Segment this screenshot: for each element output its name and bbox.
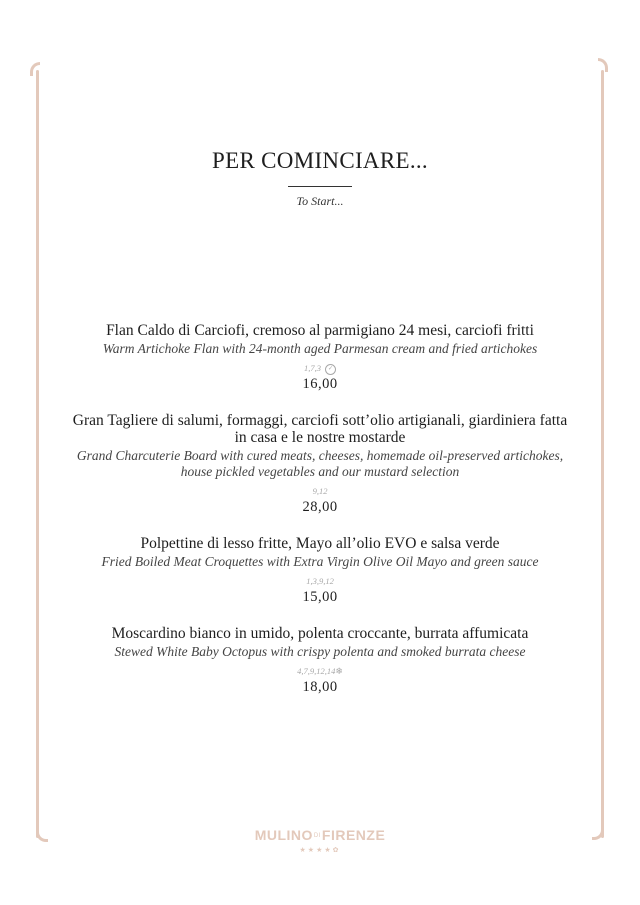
menu-item: [70, 625, 570, 696]
dish-name: Gran Tagliere di salumi, formaggi, carciofi sott’olio artigianali, giardiniera fatta in casa e le nostre mostarde: [72, 412, 568, 446]
dish-price: 18,00: [302, 679, 338, 695]
allergen-codes: [70, 486, 570, 497]
section-title: PER COMINCIARE...: [212, 148, 428, 173]
dish-name: Polpettine di lesso fritte, Mayo all’olio EVO e salsa verde: [140, 535, 500, 552]
dish-description: Grand Charcuterie Board with cured meats, cheeses, homemade oil-preserved artichokes, house pickled vegetables and our mustard selection: [76, 448, 564, 479]
frozen-icon: ❄: [335, 666, 343, 676]
allergen-codes: [70, 666, 570, 677]
title-divider: [288, 186, 352, 187]
top-right-flourish: [598, 58, 608, 72]
allergen-list: 4,7,9,12,14: [297, 666, 336, 676]
allergen-list: 1,3,9,12: [306, 576, 334, 586]
section-subtitle: To Start...: [296, 194, 344, 208]
menu-item: [70, 412, 570, 516]
dish-description: Warm Artichoke Flan with 24-month aged Parmesan cream and fried artichokes: [102, 341, 538, 356]
logo-stars: ★★★★✿: [299, 847, 341, 854]
menu-list: [70, 322, 570, 715]
top-left-flourish: [30, 62, 40, 76]
logo-word-right: FIRENZE: [321, 827, 386, 843]
logo-word-left: MULINO: [254, 827, 313, 843]
dish-price: 15,00: [302, 589, 338, 605]
logo-wordmark: [0, 827, 640, 843]
dish-price: 16,00: [302, 376, 338, 392]
restaurant-logo: [0, 827, 640, 854]
menu-item: [70, 535, 570, 606]
dish-description: Fried Boiled Meat Croquettes with Extra Virgin Olive Oil Mayo and green sauce: [101, 554, 539, 569]
dish-name: Moscardino bianco in umido, polenta croccante, burrata affumicata: [111, 625, 529, 642]
logo-word-middle: DI: [313, 833, 321, 840]
right-border-line: [601, 70, 604, 838]
left-border-line: [36, 70, 39, 838]
allergen-codes: [70, 576, 570, 587]
dish-price: 28,00: [302, 499, 338, 515]
dish-description: Stewed White Baby Octopus with crispy polenta and smoked burrata cheese: [114, 644, 526, 659]
dish-name: Flan Caldo di Carciofi, cremoso al parmigiano 24 mesi, carciofi fritti: [106, 322, 534, 339]
menu-item: [70, 322, 570, 393]
allergen-list: 9,12: [312, 486, 328, 496]
allergen-list: 1,7,3: [303, 363, 321, 373]
allergen-codes: [70, 363, 570, 374]
vegetarian-icon: ✓: [325, 364, 336, 375]
